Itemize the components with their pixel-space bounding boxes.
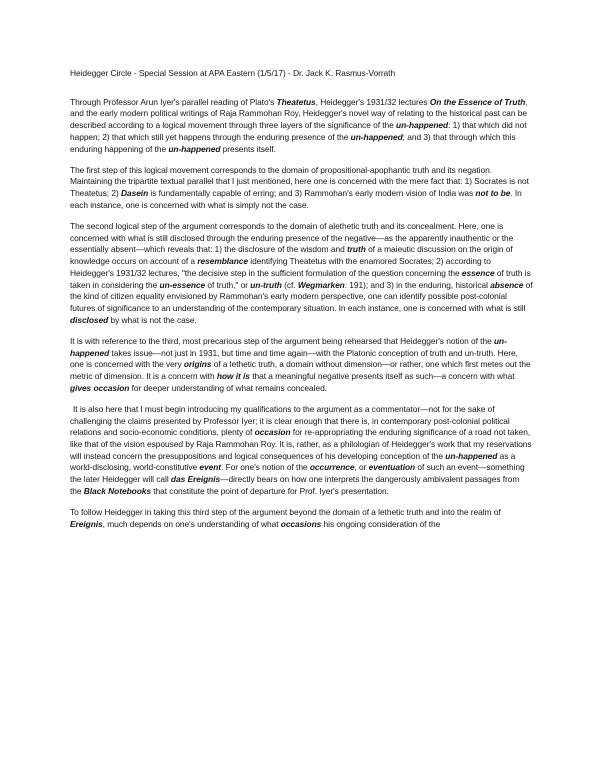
emphasis-term: Wegmarken <box>297 279 345 290</box>
emphasis-term: eventuation <box>368 462 416 473</box>
text-run: , or <box>354 462 369 473</box>
text-run: , much depends on one's understanding of what <box>102 518 281 529</box>
emphasis-term: absence <box>490 279 524 290</box>
emphasis-term: occasions <box>280 518 322 529</box>
paragraph-intro <box>70 97 533 156</box>
emphasis-term: truth <box>346 244 366 255</box>
emphasis-term: disclosed <box>70 314 109 325</box>
emphasis-term: origins <box>183 359 212 370</box>
text-run: for re-appropriating the enduring significance of a road not taken, like that of the vision espoused by Raja Rammohan Roy. It is, rather, as a philologian of Heidegger's work that my reservations will instead concern the presuppositions and logical consequences of his developing conception of the <box>70 427 532 461</box>
text-run: . For one's notion of the <box>221 462 310 473</box>
text-run: : 1) that which did not happen; 2) that which still yet happens through the enduring presence of the <box>70 120 527 142</box>
text-run: is fundamentally capable of erring; and 3) Rammohan's early modern vision of India was <box>148 188 476 199</box>
emphasis-term: Black Notebooks <box>83 485 151 496</box>
text-run: , and the early modern political writings of Raja Rammohan Roy, Heidegger's novel way of relating to the historical past can be described according to a logical movement through three layers of the significance of the <box>70 96 528 131</box>
emphasis-term: gives occasion <box>70 382 130 393</box>
text-run: Through Professor Arun Iyer's parallel reading of Plato's <box>70 96 277 107</box>
emphasis-term: das Ereignis <box>170 474 221 485</box>
paragraph-ereignis <box>70 507 533 530</box>
emphasis-term: occurrence <box>309 462 355 473</box>
text-run: To follow Heidegger in taking this third step of the argument beyond the domain of a lethetic truth and into the realm of <box>70 507 501 517</box>
paragraph-third-step <box>70 336 533 395</box>
emphasis-term: un-happened <box>396 120 449 131</box>
emphasis-term: un-happened <box>70 335 507 358</box>
text-run: : 191); and 3) in the enduring, historical <box>344 279 491 290</box>
text-run: It is with reference to the third, most precarious step of the argument being rehearsed that Heidegger's notion of the <box>70 335 494 346</box>
emphasis-term: essence <box>461 267 495 278</box>
emphasis-term: un-happened <box>445 450 498 461</box>
text-run: of truth," or <box>205 279 251 290</box>
text-run: The first step of this logical movement corresponds to the domain of propositional-apophantic truth and its negation. Maintaining the tripartite textual parallel that I just mentioned, here one is concerned with the mere fact that: 1) Socrates is not Theatetus; 2) <box>70 164 529 199</box>
emphasis-term: un-essence <box>159 279 206 290</box>
text-run: —directly bears on how one interprets the dangerously ambivalent passages from the <box>70 474 520 496</box>
emphasis-term: Dasein <box>120 188 149 199</box>
emphasis-term: how it is <box>216 370 250 381</box>
emphasis-term: event <box>199 462 222 473</box>
text-run: that constitute the point of departure for Prof. Iyer's presentation. <box>150 485 389 496</box>
text-run: as a world-disclosing, world-constitutive <box>70 450 516 473</box>
text-run: of a maieutic discussion on the origin of knowledge occurs on account of a <box>70 244 513 267</box>
text-run: It is also here that I must begin introducing my qualifications to the argument as a commentator—not for the sake of challenging the claims presented by Professor Iyer; it is clear enough that there is, in contemporary post-colonial political relations and socio-economic conditions, plenty of <box>70 403 510 438</box>
emphasis-term: not to be <box>475 188 511 199</box>
emphasis-term: occasion <box>254 427 291 438</box>
emphasis-term: un-truth <box>250 279 282 290</box>
text-run: of the kind of citizen equality envisioned by Rammohan's early modern perspective, one can identify possible post-colonial futures of significance to an understanding of the contemporary situation. In each instance, one is concerned with what is still <box>70 279 533 313</box>
paragraph-first-step <box>70 165 533 212</box>
emphasis-term: On the Essence of Truth <box>429 96 526 107</box>
text-run: of such an event—something the later Heidegger will call <box>70 462 525 485</box>
text-run: takes issue—not just in 1931, but time and time again—with the Platonic conception of truth and un-truth. Here, one is concerned with the very <box>70 347 518 370</box>
emphasis-term: Ereignis <box>70 518 103 529</box>
text-run: for deeper understanding of what remains concealed. <box>129 382 327 393</box>
text-run: presents itself. <box>220 143 276 154</box>
paragraph-second-step <box>70 221 533 326</box>
paragraph-qualifications <box>70 404 533 498</box>
document-header: Heidegger Circle - Special Session at APA Eastern (1/5/17) - Dr. Jack K. Rasmus-Vorrath <box>70 68 396 78</box>
text-run: of a lethetic truth, a domain without dimension—or rather, one which first metes out the metric of dimension. It is a concern with <box>70 359 531 381</box>
text-run: ; and 3) that through which this enduring happening of the <box>70 131 516 154</box>
emphasis-term: un-happened <box>350 131 403 142</box>
text-run: , Heidegger's 1931/32 lectures <box>315 96 430 107</box>
text-run: of truth is taken in considering the <box>70 267 531 290</box>
text-run: (cf. <box>281 279 298 290</box>
text-run: . In each instance, one is concerned with what is simply not the case. <box>70 188 522 210</box>
text-run: by what is not the case. <box>108 314 197 325</box>
emphasis-term: Theatetus <box>276 96 316 107</box>
text-run: that a meaningful negative presents itself as such—a concern with what <box>249 370 515 381</box>
emphasis-term: un-happened <box>168 143 221 154</box>
text-run: identifying Theatetus with the enamored Socrates; 2) according to Heidegger's 1931/32 lectures, "the decisive step in the sufficient formulation of the question concerning the <box>70 256 491 278</box>
text-run: his ongoing consideration of the <box>321 518 441 529</box>
text-run: The second logical step of the argument corresponds to the domain of alethetic truth and its concealment. Here, one is concerned with what is still disclosed through the enduring presence of the negative—as the apparently inauthentic or the essentially absent—which reveals that: 1) the disclosure of the wisdom and <box>70 221 514 255</box>
emphasis-term: resemblance <box>197 256 248 267</box>
